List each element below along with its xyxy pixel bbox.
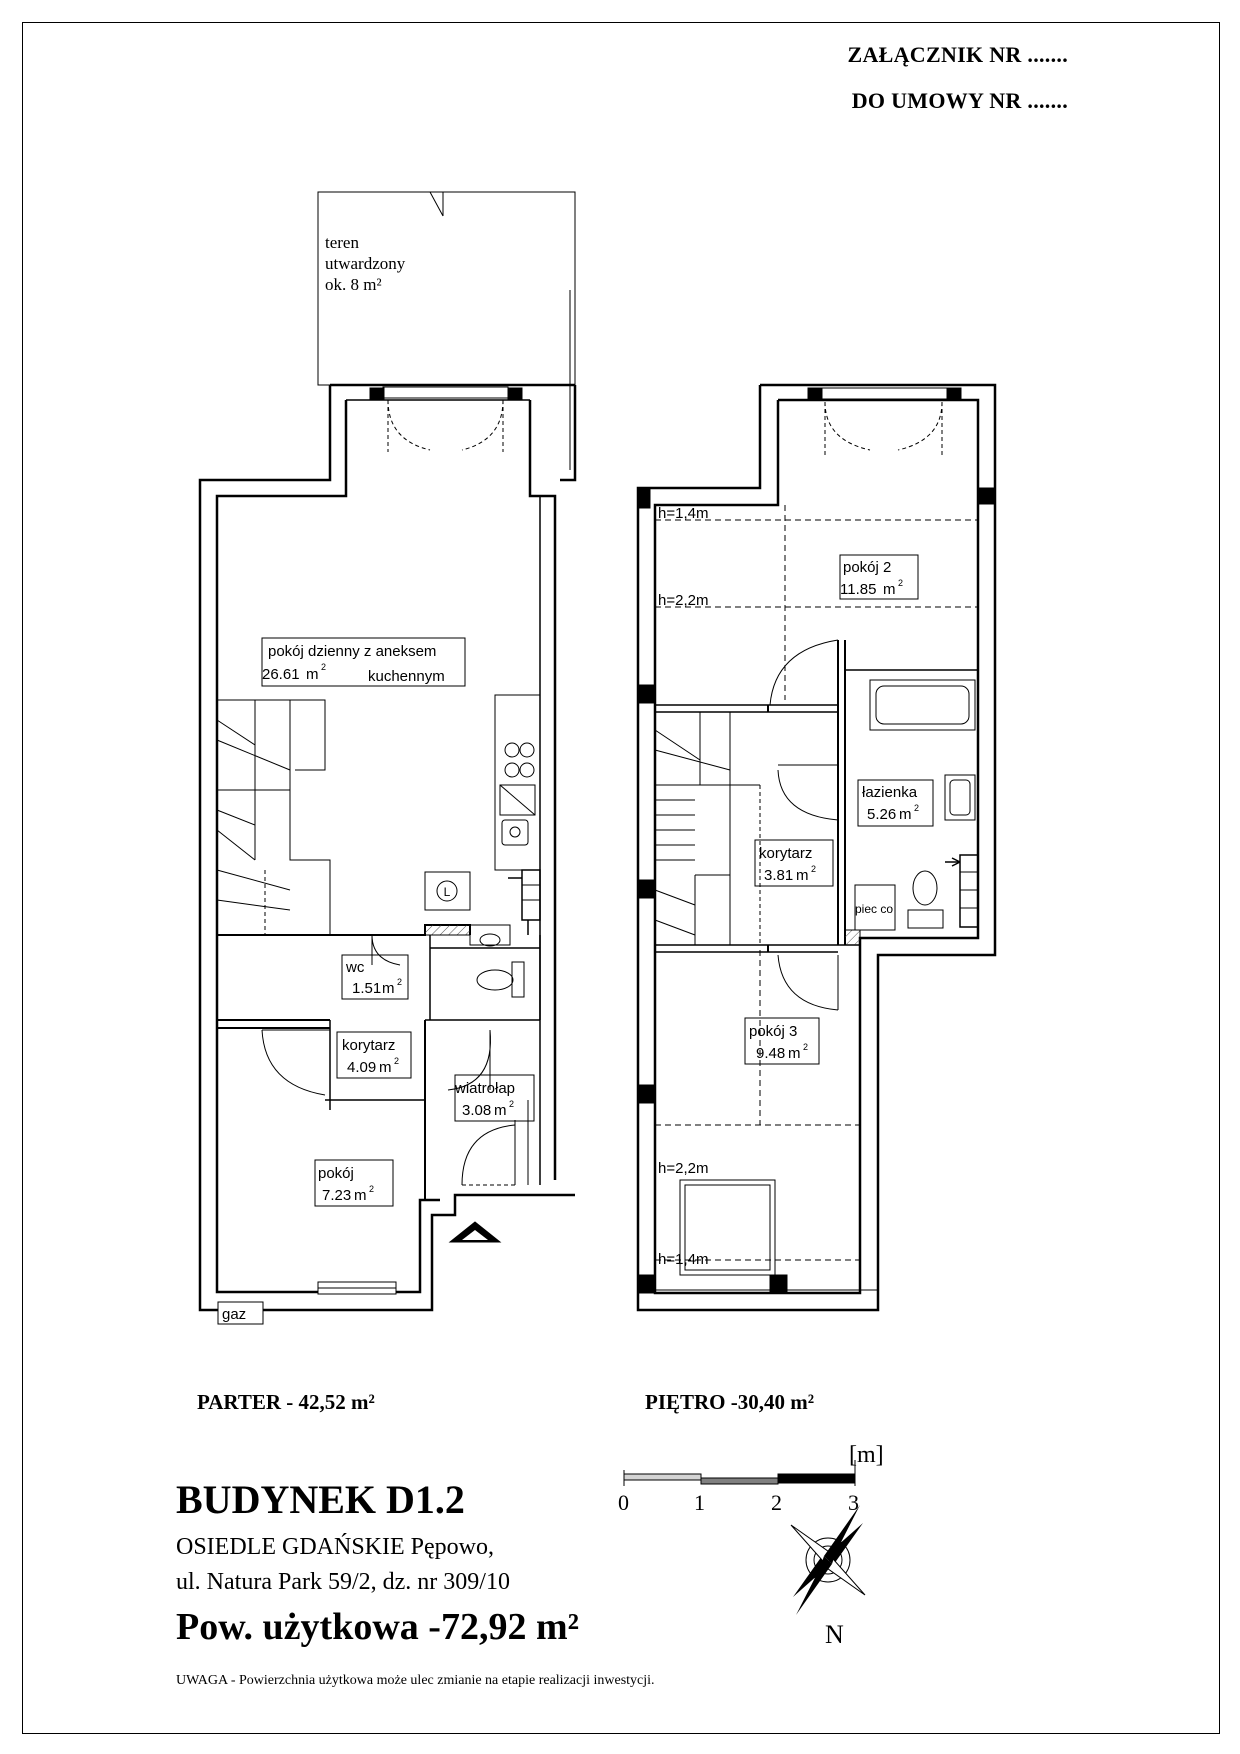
- room3-name: pokój 3: [749, 1023, 798, 1040]
- contract-number: DO UMOWY NR .......: [851, 88, 1068, 113]
- scale-bar: [624, 1460, 855, 1486]
- height-label-1: h=1,4m: [658, 505, 709, 522]
- usable-area: Pow. użytkowa -72,92 m²: [176, 1606, 579, 1648]
- terrace-label-3: ok. 8 m²: [325, 275, 382, 294]
- bathtub: [870, 680, 975, 730]
- bathroom-area: 5.26: [867, 806, 897, 823]
- room2-name: pokój 2: [843, 559, 892, 576]
- room2-area: 11.85: [840, 581, 877, 598]
- kitchen-counter: [495, 695, 540, 870]
- living-room-unit: m: [306, 666, 319, 683]
- gas-label: gaz: [222, 1306, 247, 1323]
- installation-shaft: [522, 870, 540, 920]
- compass-north-label: N: [825, 1620, 844, 1649]
- room3-unit: m: [788, 1045, 801, 1062]
- vestibule-name: wiatrołap: [455, 1080, 516, 1097]
- upper-floor-total: PIĘTRO -30,40 m²: [645, 1390, 815, 1414]
- bathroom-sup: 2: [914, 803, 920, 813]
- upper-stairs: [655, 712, 760, 945]
- room2-unit: m: [883, 581, 896, 598]
- disclaimer-note: UWAGA - Powierzchnia użytkowa może ulec zmianie na etapie realizacji inwestycji.: [176, 1673, 655, 1688]
- living-room-area: 26.61: [262, 666, 300, 683]
- toilet: [913, 871, 937, 905]
- corridor-ground-area: 4.09: [347, 1059, 377, 1076]
- vestibule-unit: m: [494, 1102, 507, 1119]
- bathroom-unit: m: [899, 806, 912, 823]
- terrace-label-2: utwardzony: [325, 254, 406, 273]
- upper-installation-shaft: [960, 855, 978, 927]
- wc-sup: 2: [397, 977, 403, 987]
- room-ground-unit: m: [354, 1187, 367, 1204]
- address-line-1: OSIEDLE GDAŃSKIE Pępowo,: [176, 1534, 494, 1560]
- building-title: BUDYNEK D1.2: [176, 1477, 465, 1522]
- vestibule-area: 3.08: [462, 1102, 492, 1119]
- washer-symbol: L: [443, 885, 451, 899]
- room-ground-name: pokój: [318, 1165, 354, 1182]
- corridor-upper-name: korytarz: [759, 845, 813, 862]
- corridor-upper-area: 3.81: [764, 867, 794, 884]
- wc-name: wc: [346, 959, 365, 976]
- annex-number: ZAŁĄCZNIK NR .......: [847, 42, 1068, 67]
- scale-unit: [m]: [849, 1442, 884, 1468]
- scale-tick-2: 2: [771, 1490, 782, 1515]
- ground-floor-plan: [200, 192, 575, 1324]
- address-line-2: ul. Natura Park 59/2, dz. nr 309/10: [176, 1569, 510, 1595]
- wc-area: 1.51: [352, 980, 382, 997]
- vestibule-sup: 2: [509, 1099, 515, 1109]
- wc-unit: m: [382, 980, 395, 997]
- height-label-2: h=2,2m: [658, 592, 709, 609]
- ground-stairs: [217, 700, 330, 935]
- corridor-ground-unit: m: [379, 1059, 392, 1076]
- bathroom-name: łazienka: [862, 784, 918, 801]
- height-label-4: h=1,4m: [658, 1251, 709, 1268]
- corridor-ground-sup: 2: [394, 1056, 400, 1066]
- living-room-sup: 2: [321, 662, 327, 672]
- room-ground-area: 7.23: [322, 1187, 352, 1204]
- scale-tick-0: 0: [618, 1490, 629, 1515]
- height-label-3: h=2,2m: [658, 1160, 709, 1177]
- corridor-upper-sup: 2: [811, 864, 817, 874]
- corridor-ground-name: korytarz: [342, 1037, 396, 1054]
- room2-sup: 2: [898, 578, 904, 588]
- ground-floor-total: PARTER - 42,52 m²: [197, 1390, 375, 1414]
- north-compass-icon: [791, 1505, 865, 1615]
- living-room-name: pokój dzienny z aneksem: [268, 643, 437, 660]
- room3-sup: 2: [803, 1042, 809, 1052]
- living-room-name-2: kuchennym: [368, 668, 445, 685]
- corridor-upper-unit: m: [796, 867, 809, 884]
- terrace-label-1: teren: [325, 233, 359, 252]
- boiler-label: piec co: [855, 902, 894, 916]
- room3-area: 9.48: [756, 1045, 786, 1062]
- scale-tick-1: 1: [694, 1490, 705, 1515]
- room-ground-sup: 2: [369, 1184, 375, 1194]
- scale-tick-3: 3: [848, 1490, 859, 1515]
